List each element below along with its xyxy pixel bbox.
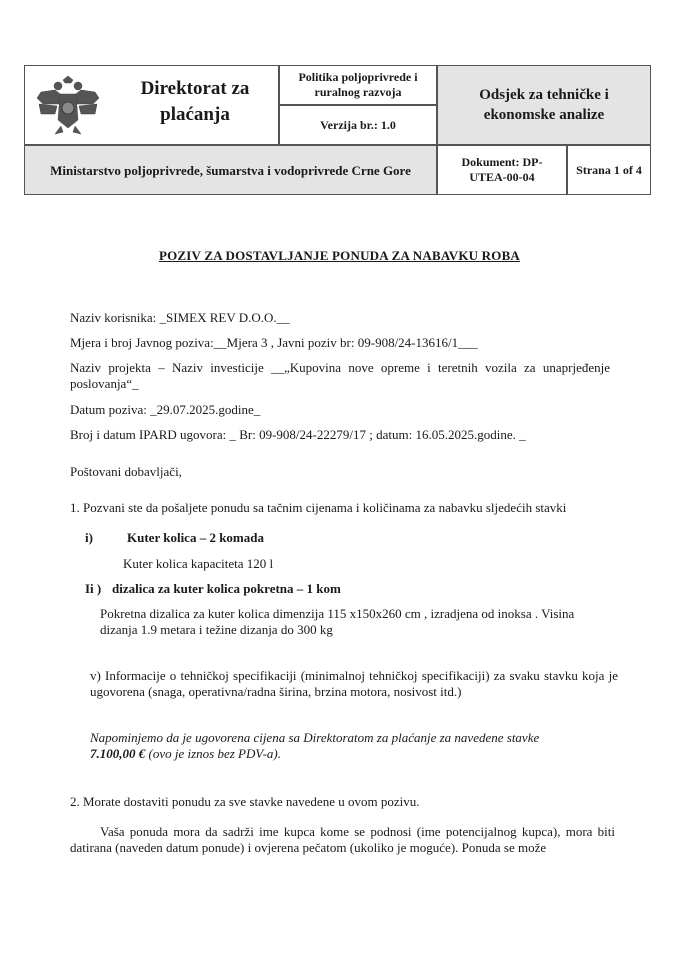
header-table [24,65,651,195]
version-text: Verzija br.: 1.0 [320,117,396,132]
directorate-title: Direktorat za plaćanja [140,78,250,125]
document-cell [437,145,567,195]
offer-text: Vaša ponuda mora da sadrži ime kupca kome se podnosi (ime potencijalnog kupca), mora biti datirana (naveden datum ponude) i ovjerena pečatom (ukoliko je moguće). Ponuda se može [70,824,615,855]
page-number-cell [567,145,651,195]
field-datum: Datum poziva: _29.07.2025.godine_ [70,402,261,417]
item-1-title: Kuter kolica – 2 komada [127,530,264,545]
note-amount: 7.100,00 € [90,746,146,761]
page-number: Strana 1 of 4 [576,162,642,177]
item-1-desc: Kuter kolica kapaciteta 120 l [123,556,274,571]
ministry-text: Ministarstvo poljoprivrede, šumarstva i vodoprivrede Crne Gore [50,162,411,178]
item2-text: 2. Morate dostaviti ponudu za sve stavke navedene u ovom pozivu. [70,794,420,809]
item-2-title: dizalica za kuter kolica pokretna – 1 kom [112,581,341,596]
note-suffix: (ovo je iznos bez PDV-a). [145,746,282,761]
document-code: Dokument: DP-UTEA-00-04 [461,155,543,184]
department-cell [437,65,651,145]
greeting: Poštovani dobavljači, [70,464,182,479]
document-title: POZIV ZA DOSTAVLJANJE PONUDA ZA NABAVKU ROBA [158,248,521,263]
item-2-desc: Pokretna dizalica za kuter kolica dimenzija 115 x150x260 cm , izradjena od inoksa . Visina dizanja 1.9 metara i težine dizanja do 300 kg [100,606,575,637]
item1-intro: 1. Pozvani ste da pošaljete ponudu sa tačnim cijenama i količinama za nabavku sljedećih stavki [70,500,567,515]
field-ugovor: Broj i datum IPARD ugovora: _ Br: 09-908/24-22279/17 ; datum: 16.05.2025.godine. _ [70,427,526,442]
field-mjera: Mjera i broj Javnog poziva:__Mjera 3 , Javni poziv br: 09-908/24-13616/1___ [70,335,478,350]
coat-of-arms-icon [33,74,103,138]
spec-text: v) Informacije o tehničkoj specifikaciji (minimalnoj tehničkoj specifikaciji) za svaku stavku koja je ugovorena (snaga, operativna/radna širina, brzina motora, nosivost itd.) [90,668,618,699]
policy-text: Politika poljoprivrede i ruralnog razvoja [298,70,418,99]
item-1-number: i) [85,530,93,545]
directorate-cell [24,65,279,145]
policy-cell [279,65,437,105]
note-body: Napominjemo da je ugovorena cijena sa Direktoratom za plaćanje za navedene stavke [90,730,540,745]
ministry-cell [24,145,437,195]
department-text: Odsjek za tehničke i ekonomske analize [479,87,609,123]
field-projekat: Naziv projekta – Naziv investicije __„Kupovina nove opreme i teretnih vozila za unaprjeđenje poslovanja“_ [70,360,610,391]
note-text [90,730,618,762]
item-2-number: Ii ) [85,581,102,596]
field-korisnik: Naziv korisnika: _SIMEX REV D.O.O.__ [70,310,290,325]
version-cell [279,105,437,145]
